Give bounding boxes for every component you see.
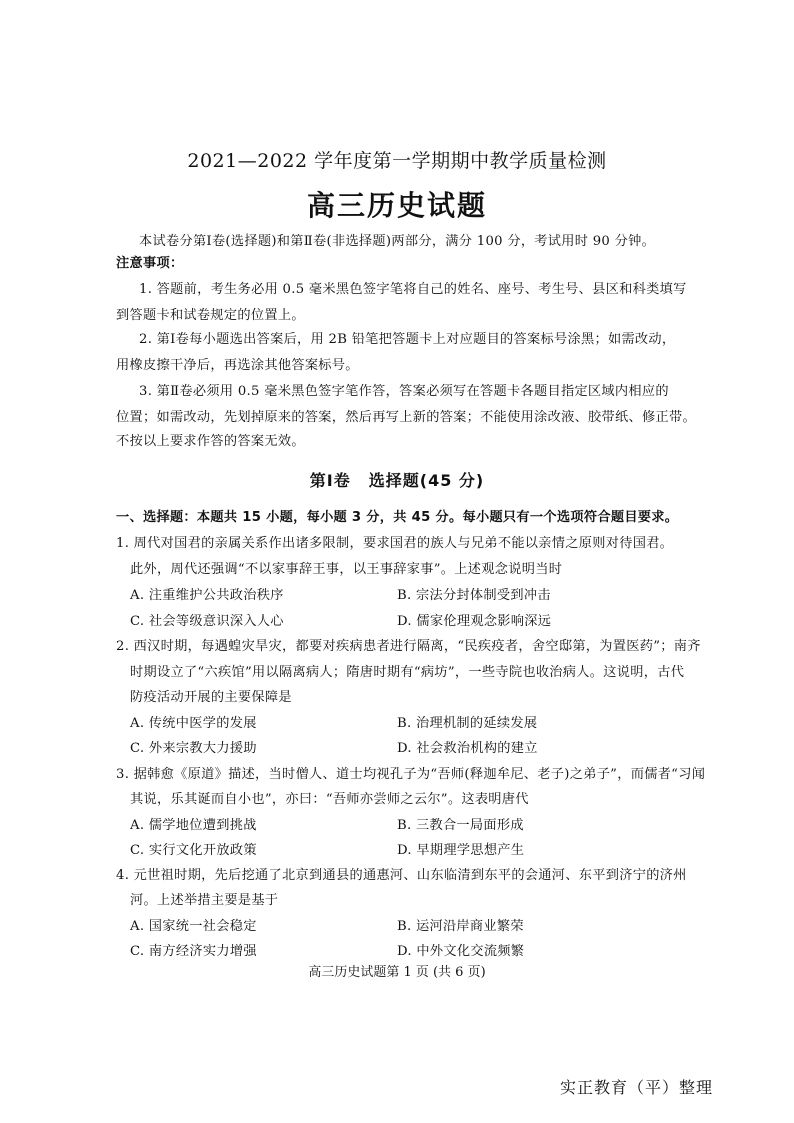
question-2-option-c[interactable]: C. 外来宗教大力援助 bbox=[130, 741, 257, 756]
question-2-line-2: 时期设立了“六疾馆”用以隔离病人；隋唐时期有“病坊”，一些寺院也收治病人。这说明，古代 bbox=[130, 665, 685, 680]
question-3-option-b[interactable]: B. 三教合一局面形成 bbox=[397, 818, 524, 833]
notice-title: 注意事项： bbox=[116, 256, 184, 271]
question-2-line-1: 2. 西汉时期，每遇蝗灾旱灾，都要对疾病患者进行隔离，“民疾疫者，舍空邸第，为置医药”；南齐 bbox=[116, 639, 701, 654]
section-name: 第Ⅰ卷 bbox=[309, 471, 351, 490]
question-4-option-a[interactable]: A. 国家统一社会稳定 bbox=[130, 919, 257, 934]
notice-2-line-2: 用橡皮擦干净后，再选涂其他答案标号。 bbox=[116, 358, 359, 373]
section-subtitle: 选择题(45 分) bbox=[368, 471, 485, 490]
notice-3-line-2: 位置；如需改动，先划掉原来的答案，然后再写上新的答案；不能使用涂改液、胶带纸、修正带。 bbox=[116, 410, 696, 425]
question-1-line-1: 1. 周代对国君的亲属关系作出诸多限制，要求国君的族人与兄弟不能以亲情之原则对待国君。 bbox=[116, 536, 674, 551]
question-2-option-a[interactable]: A. 传统中医学的发展 bbox=[130, 716, 257, 731]
question-2-option-b[interactable]: B. 治理机制的延续发展 bbox=[397, 716, 538, 731]
question-1-option-b[interactable]: B. 宗法分封体制受到冲击 bbox=[397, 588, 551, 603]
question-2-line-3: 防疫活动开展的主要保障是 bbox=[130, 690, 292, 705]
question-4-option-c[interactable]: C. 南方经济实力增强 bbox=[130, 944, 257, 959]
question-1-option-a[interactable]: A. 注重维护公共政治秩序 bbox=[130, 588, 284, 603]
watermark-text: 实正教育（平）整理 bbox=[560, 1078, 714, 1097]
intro-line: 本试卷分第Ⅰ卷(选择题)和第Ⅱ卷(非选择题)两部分，满分 100 分，考试用时 90 分钟。 bbox=[139, 234, 656, 249]
page-footer: 高三历史试题第 1 页 (共 6 页) bbox=[308, 965, 486, 980]
notice-1-line-1: 1. 答题前，考生务必用 0.5 毫米黑色签字笔将自己的姓名、座号、考生号、县区和科类填写 bbox=[139, 282, 687, 297]
section-title bbox=[0, 468, 794, 491]
notice-2-line-1: 2. 第Ⅰ卷每小题选出答案后，用 2B 铅笔把答题卡上对应题目的答案标号涂黑；如需改动， bbox=[139, 332, 676, 347]
paper-title: 高三历史试题 bbox=[306, 189, 487, 222]
section-instruction: 一、选择题：本题共 15 小题，每小题 3 分，共 45 分。每小题只有一个选项符合题目要求。 bbox=[116, 510, 679, 525]
question-1-option-c[interactable]: C. 社会等级意识深入人心 bbox=[130, 614, 284, 629]
question-4-option-d[interactable]: D. 中外文化交流频繁 bbox=[397, 944, 525, 959]
question-3-option-a[interactable]: A. 儒学地位遭到挑战 bbox=[130, 818, 257, 833]
question-1-line-2: 此外，周代还强调“不以家事辞王事，以王事辞家事”。上述观念说明当时 bbox=[130, 562, 563, 577]
question-4-line-2: 河。上述举措主要是基于 bbox=[130, 893, 279, 908]
question-1-option-d[interactable]: D. 儒家伦理观念影响深远 bbox=[397, 614, 552, 629]
question-4-line-1: 4. 元世祖时期，先后挖通了北京到通县的通惠河、山东临清到东平的会通河、东平到济宁的济州 bbox=[116, 868, 687, 883]
question-3-line-1: 3. 据韩愈《原道》描述，当时僧人、道士均视孔子为“吾师(释迦牟尼、老子)之弟子”，而儒者“习闻 bbox=[116, 767, 706, 782]
question-3-line-2: 其说，乐其诞而自小也”，亦曰：“吾师亦尝师之云尔”。这表明唐代 bbox=[130, 792, 529, 807]
notice-1-line-2: 到答题卡和试卷规定的位置上。 bbox=[116, 308, 305, 323]
question-3-option-d[interactable]: D. 早期理学思想产生 bbox=[397, 843, 525, 858]
question-3-option-c[interactable]: C. 实行文化开放政策 bbox=[130, 843, 257, 858]
question-2-option-d[interactable]: D. 社会救治机构的建立 bbox=[397, 741, 538, 756]
notice-3-line-1: 3. 第Ⅱ卷必须用 0.5 毫米黑色签字笔作答，答案必须写在答题卡各题目指定区域内相应的 bbox=[139, 384, 669, 399]
question-4-option-b[interactable]: B. 运河沿岸商业繁荣 bbox=[397, 919, 524, 934]
notice-3-line-3: 不按以上要求作答的答案无效。 bbox=[116, 434, 305, 449]
exam-name: 2021—2022 学年度第一学期期中教学质量检测 bbox=[187, 150, 607, 172]
